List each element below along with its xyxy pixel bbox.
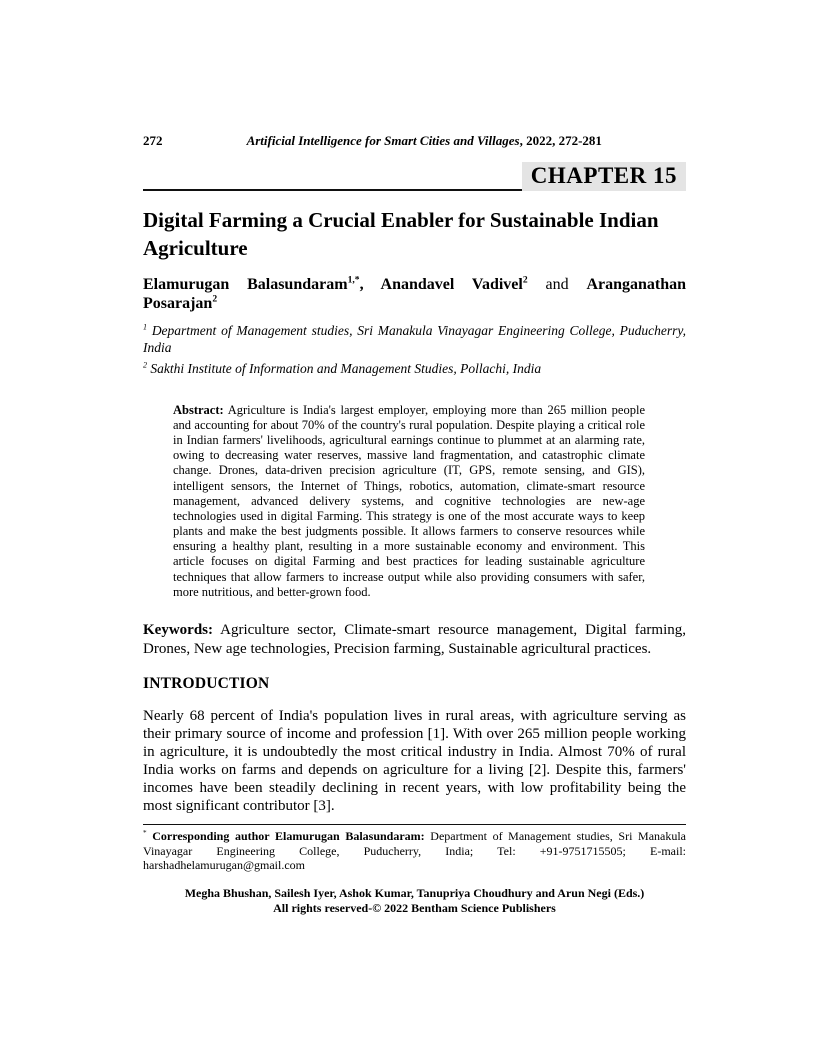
keywords-text: Agriculture sector, Climate-smart resource management, Digital farming, Drones, New age technologies, Precision farming, Sustainable agricultural practices.	[143, 622, 686, 657]
footnote-author-bold: Corresponding author Elamurugan Balasundaram:	[146, 829, 425, 844]
affiliation-1	[143, 323, 686, 356]
keywords	[143, 621, 686, 658]
author-sup-2: 2	[522, 275, 528, 287]
affiliations	[143, 323, 686, 377]
running-head	[143, 133, 686, 149]
author-sup-3: 2	[212, 293, 218, 305]
abstract-label: Abstract:	[173, 402, 224, 417]
authors-line	[143, 276, 686, 314]
keywords-label: Keywords:	[143, 622, 213, 639]
affiliation-2-text: Sakthi Institute of Information and Management Studies, Pollachi, India	[147, 361, 542, 377]
chapter-rule	[143, 160, 686, 191]
page-number: 272	[143, 133, 163, 148]
author-separator-1: ,	[359, 276, 381, 294]
running-head-center	[163, 133, 687, 149]
author-conjunction: and	[527, 276, 587, 294]
affiliation-2	[143, 361, 686, 377]
introduction-paragraph: Nearly 68 percent of India's population lives in rural areas, with agriculture serving as their primary source of income and profession [1]. With over 265 million people working in agriculture, it is undoubtedly the most critical industry in India. Almost 70% of rural India works on farms and depends on agriculture for a living [2]. Despite this, farmers' incomes have been steadily declining in recent years, with low profitability being the most significant contributor [3].	[143, 708, 686, 815]
author-name-2: Anandavel Vadivel	[380, 276, 523, 294]
running-head-title: Artificial Intelligence for Smart Cities and Villages	[246, 133, 520, 148]
imprint	[143, 886, 686, 916]
rights-line: All rights reserved-© 2022 Bentham Science Publishers	[273, 901, 556, 916]
abstract-text: Agriculture is India's largest employer, employing more than 265 million people and accounting for about 70% of the country's rural population. Despite playing a critical role in Indian farmers' livelihoods, agricultural earnings continue to plummet at an alarming rate, owing to decreasing water reserves, massive land fragmentation, and catastrophic climate change. Drones, data-driven precision agriculture (IT, GPS, remote sensing, and GIS), intelligent sensors, the Internet of Things, robotics, automation, climate-smart resource management, advanced delivery systems, and cognitive technologies are new-age technologies used in digital Farming. This strategy is one of the most accurate ways to keep plants and make the best judgments possible. It allows farmers to conserve resources while ensuring a healthy plant, resulting in a more sustainable economy and environment. This article focuses on digital Farming and best practices for leading sustainable agriculture techniques that allow farmers to increase output while also providing consumers with safer, more nutritious, and better-grown food.	[173, 402, 645, 599]
author-name-3: Aranganathan Posarajan	[143, 276, 687, 313]
footnote-text: Department of Management studies, Sri Manakula Vinayagar Engineering College, Puducherry, India; Tel: +91-9751715505; E-mail: harshadhelamurugan@gmail.com	[143, 829, 687, 873]
author-sup-1: 1,*	[347, 275, 360, 287]
affiliation-2-sup: 2	[143, 360, 148, 370]
running-head-suffix: , 2022, 272-281	[519, 133, 602, 148]
article-title: Digital Farming a Crucial Enabler for Sustainable Indian Agriculture	[143, 208, 659, 260]
editors-line: Megha Bhushan, Sailesh Iyer, Ashok Kumar, Tanupriya Choudhury and Arun Negi (Eds.)	[184, 886, 645, 901]
chapter-badge: CHAPTER 15	[522, 162, 686, 191]
abstract	[173, 403, 645, 600]
author-name-1: Elamurugan Balasundaram	[143, 276, 348, 294]
introduction-heading: INTRODUCTION	[143, 675, 270, 693]
footnote	[143, 824, 686, 873]
footnote-marker: *	[143, 829, 147, 838]
affiliation-1-text: Department of Management studies, Sri Manakula Vinayagar Engineering College, Puducherry, India	[143, 323, 686, 355]
affiliation-1-sup: 1	[143, 322, 148, 332]
